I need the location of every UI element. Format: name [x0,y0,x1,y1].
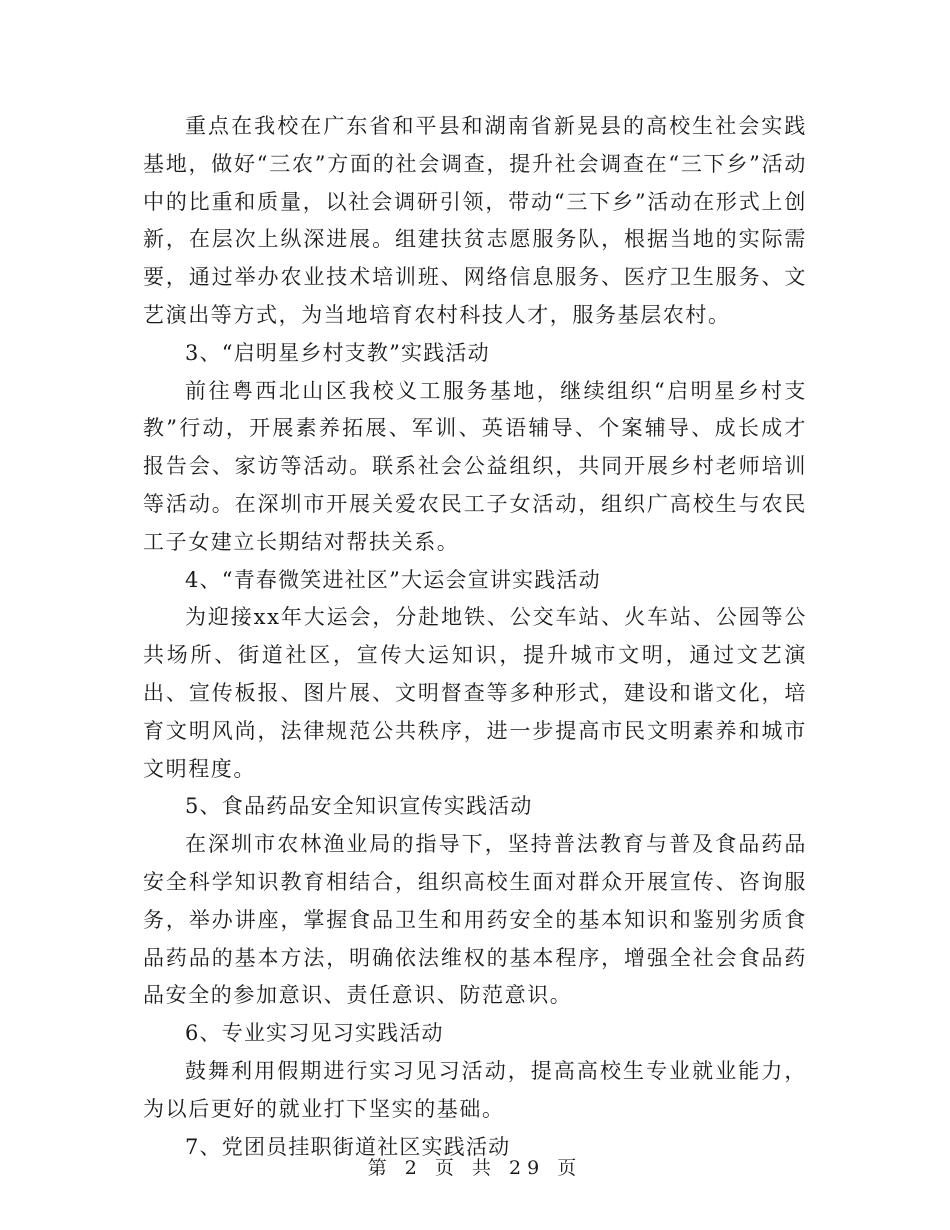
paragraph-sanxiaxiang: 重点在我校在广东省和平县和湖南省新晃县的高校生社会实践基地，做好“三农”方面的社会调查，提升社会调查在“三下乡”活动中的比重和质量，以社会调研引领，带动“三下乡”活动在形式上创新，在层次上纵深进展。组建扶贫志愿服务队，根据当地的实际需要，通过举办农业技术培训班、网络信息服务、医疗卫生服务、文艺演出等方式，为当地培育农村科技人才，服务基层农村。 [143,114,807,327]
document-body [143,108,807,1166]
paragraph-dayunhui: 为迎接xx年大运会，分赴地铁、公交车站、火车站、公园等公共场所、街道社区，宣传大运知识，提升城市文明，通过文艺演出、宣传板报、图片展、文明督查等多种形式，建设和谐文化，培育文明风尚，法律规范公共秩序，进一步提高市民文明素养和城市文明程度。 [143,605,807,781]
paragraph-internship: 鼓舞利用假期进行实习见习活动，提高高校生专业就业能力，为以后更好的就业打下坚实的基础。 [143,1058,807,1121]
paragraph-food-safety: 在深圳市农林渔业局的指导下，坚持普法教育与普及食品药品安全科学知识教育相结合，组织高校生面对群众开展宣传、咨询服务，举办讲座，掌握食品卫生和用药安全的基本知识和鉴别劣质食品药品的基本方法，明确依法维权的基本程序，增强全社会食品药品安全的参加意识、责任意识、防范意识。 [143,832,807,1008]
section-heading-6: 6、专业实习见习实践活动 [185,1021,444,1046]
section-heading-3: 3、“启明星乡村支教”实践活动 [185,340,490,365]
section-heading-7: 7、党团员挂职街道社区实践活动 [185,1134,511,1159]
paragraph-qimingxing: 前往粤西北山区我校义工服务基地，继续组织“启明星乡村支教”行动，开展素养拓展、军训、英语辅导、个案辅导、成长成才报告会、家访等活动。联系社会公益组织，共同开展乡村老师培训等活动。在深圳市开展关爱农民工子女活动，组织广高校生与农民工子女建立长期结对帮扶关系。 [143,378,807,554]
section-heading-4: 4、“青春微笑进社区”大运会宣讲实践活动 [185,567,601,592]
page-number-footer: 第 2 页 共 29 页 [367,1157,583,1179]
section-heading-5: 5、食品药品安全知识宣传实践活动 [185,794,533,819]
